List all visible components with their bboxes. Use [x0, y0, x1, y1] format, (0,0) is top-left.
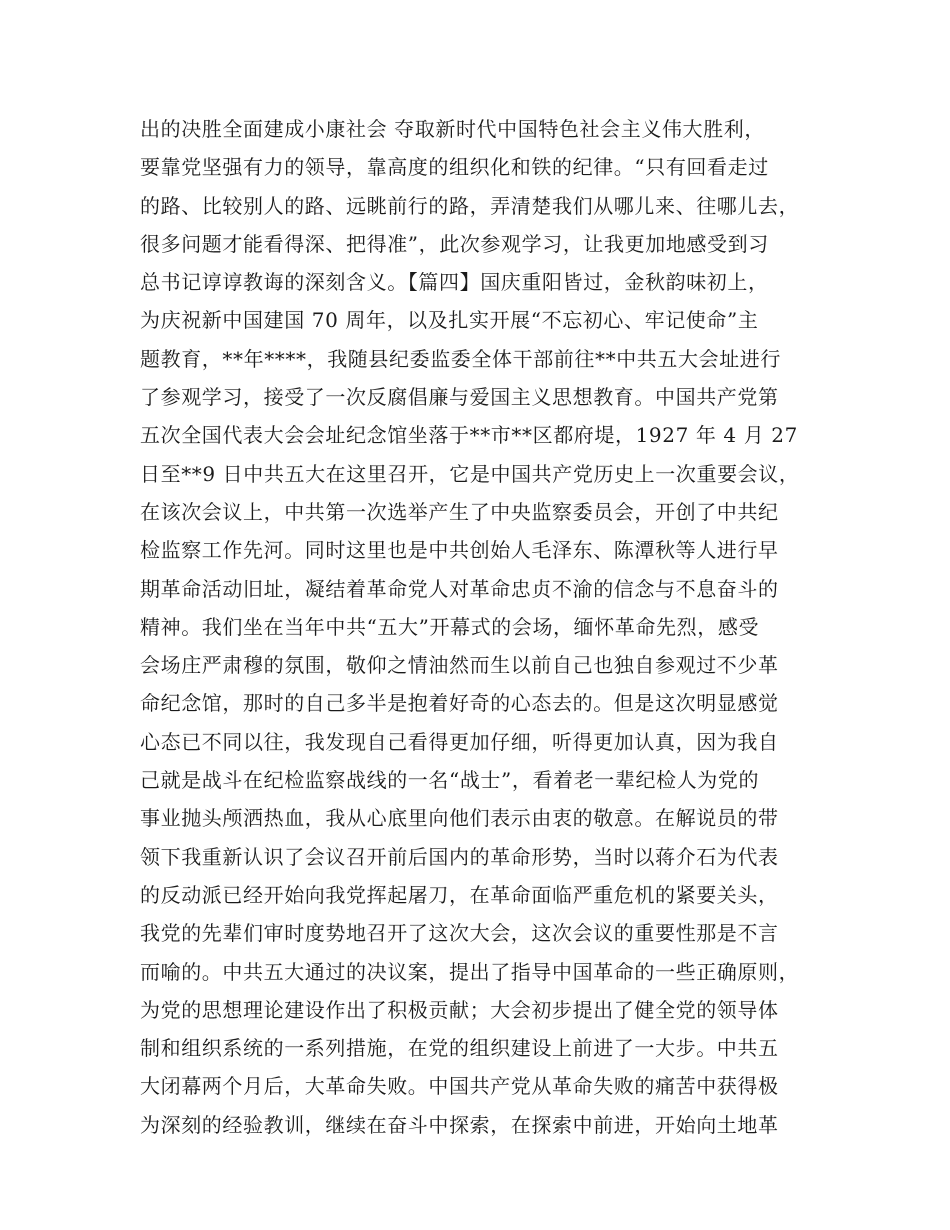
text-line-26: 大闭幕两个月后，大革命失败。中国共产党从革命失败的痛苦中获得极 [140, 1074, 779, 1099]
text-line-22: 我党的先辈们审时度势地召开了这次大会，这次会议的重要性那是不言 [140, 921, 779, 946]
text-line-1: 出的决胜全面建成小康社会 夺取新时代中国特色社会主义伟大胜利， [140, 117, 765, 141]
text-line-16: 命纪念馆，那时的自己多半是抱着好奇的心态去的。但是这次明显感觉 [140, 691, 779, 716]
text-line-15: 会场庄严肃穆的氛围，敬仰之情油然而生以前自己也独自参观过不少革 [140, 653, 779, 678]
text-line-6: 为庆祝新中国建国 70 周年，以及扎实开展“不忘初心、牢记使命”主 [140, 308, 759, 333]
text-line-24: 为党的思想理论建设作出了积极贡献；大会初步提出了健全党的领导体 [140, 997, 779, 1022]
text-line-18: 己就是战斗在纪检监察战线的一名“战士”，看着老一辈纪检人为党的 [140, 768, 760, 793]
text-line-27: 为深刻的经验教训，继续在奋斗中探索，在探索中前进，开始向土地革 [140, 1112, 779, 1137]
text-line-8: 了参观学习，接受了一次反腐倡廉与爱国主义思想教育。中国共产党第 [140, 385, 779, 410]
text-line-10: 日至**9 日中共五大在这里召开，它是中国共产党历史上一次重要会议， [140, 461, 800, 486]
text-line-7: 题教育，**年****，我随县纪委监委全体干部前往**中共五大会址进行 [140, 346, 781, 371]
text-line-17: 心态已不同以往，我发现自己看得更加仔细，听得更加认真，因为我自 [140, 729, 779, 754]
text-line-12: 检监察工作先河。同时这里也是中共创始人毛泽东、陈潭秋等人进行早 [140, 538, 779, 563]
text-line-20: 领下我重新认识了会议召开前后国内的革命形势，当时以蒋介石为代表 [140, 844, 779, 869]
text-line-2: 要靠党坚强有力的领导，靠高度的组织化和铁的纪律。“只有回看走过 [140, 155, 769, 180]
text-line-9: 五次全国代表大会会址纪念馆坐落于**市**区都府堤，1927 年 4 月 27 [140, 423, 798, 448]
text-line-14: 精神。我们坐在当年中共“五大”开幕式的会场，缅怀革命先烈，感受 [140, 614, 760, 639]
text-line-23: 而喻的。中共五大通过的决议案，提出了指导中国革命的一些正确原则， [140, 959, 800, 984]
text-line-11: 在该次会议上，中共第一次选举产生了中央监察委员会，开创了中共纪 [140, 499, 779, 524]
text-line-19: 事业抛头颅洒热血，我从心底里向他们表示由衷的敬意。在解说员的带 [140, 806, 779, 831]
text-line-3: 的路、比较别人的路、远眺前行的路，弄清楚我们从哪儿来、往哪儿去， [140, 193, 800, 218]
text-line-5: 总书记谆谆教诲的深刻含义。【篇四】国庆重阳皆过，金秋韵味初上， [140, 270, 769, 295]
text-line-21: 的反动派已经开始向我党挥起屠刀，在革命面临严重危机的紧要关头， [140, 882, 779, 907]
text-line-13: 期革命活动旧址，凝结着革命党人对革命忠贞不渝的信念与不息奋斗的 [140, 576, 779, 601]
body-text [140, 110, 840, 1144]
text-line-4: 很多问题才能看得深、把得准”，此次参观学习，让我更加地感受到习 [140, 231, 769, 256]
text-line-25: 制和组织系统的一系列措施，在党的组织建设上前进了一大步。中共五 [140, 1036, 779, 1061]
